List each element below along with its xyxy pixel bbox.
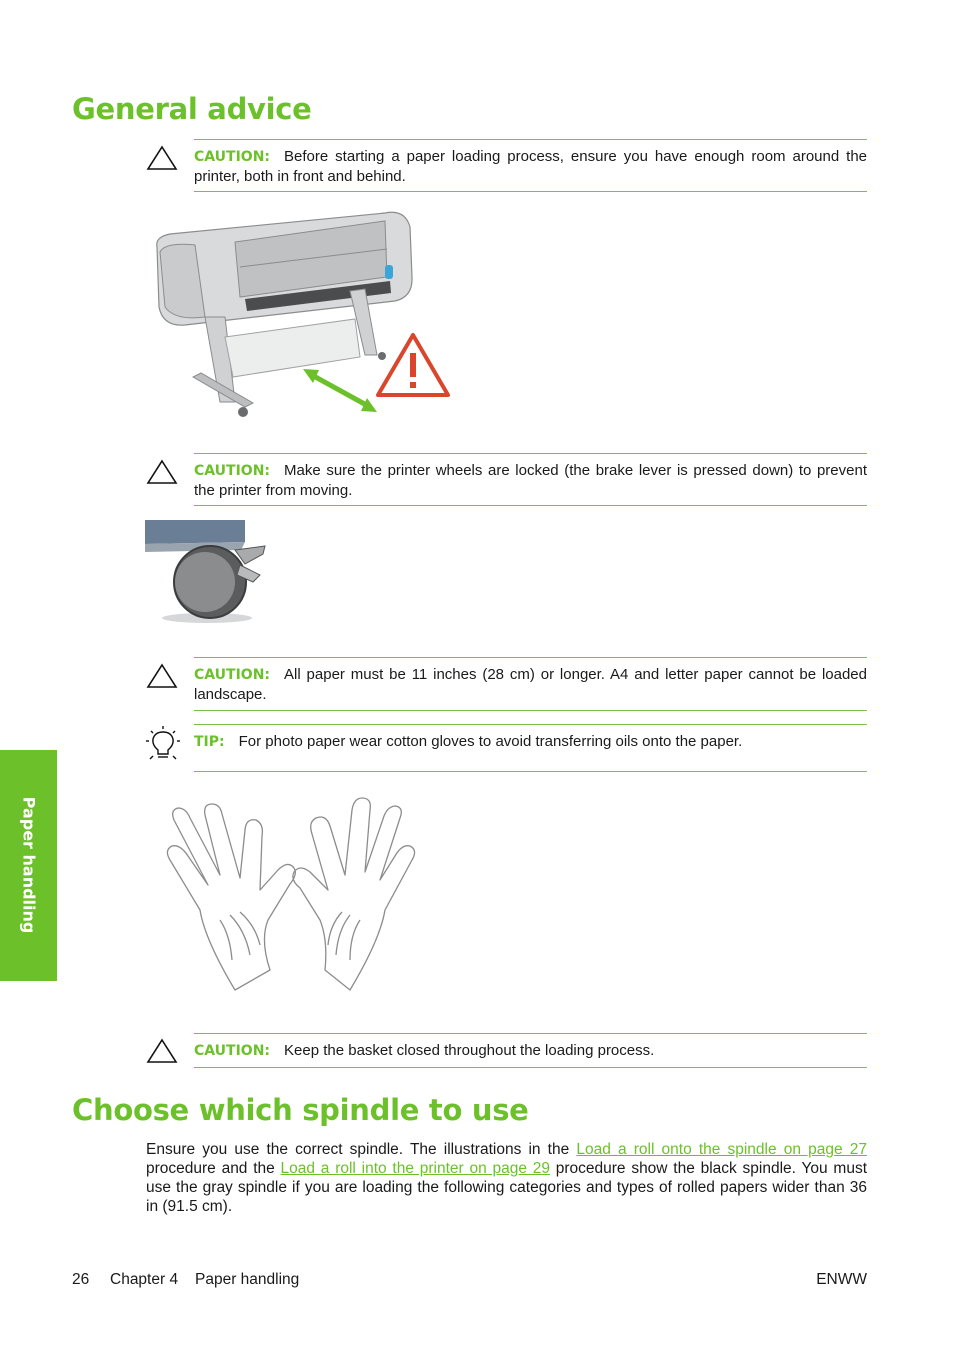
- footer-chapter: Chapter 4: [110, 1271, 179, 1288]
- printer-illustration: [145, 207, 455, 422]
- notice-label: TIP:: [194, 734, 225, 750]
- notice-label: CAUTION:: [194, 1043, 271, 1059]
- section-title-general-advice: General advice: [72, 92, 312, 126]
- spindle-paragraph: [146, 1140, 867, 1216]
- paragraph-text: procedure show the black spindle. You must use the gray spindle if you are loading the following categories and types of rolled papers wider than 36 in (91.5 cm).: [146, 1160, 868, 1215]
- side-tab-label: Paper handling: [19, 796, 39, 934]
- wheel-brake-illustration: [145, 520, 270, 625]
- caution-notice: [194, 657, 867, 711]
- notice-text: Keep the basket closed throughout the loading process.: [284, 1042, 655, 1059]
- footer-page-number: 26: [72, 1271, 90, 1288]
- paragraph-text: procedure and the: [146, 1160, 281, 1177]
- tip-notice: [194, 724, 867, 772]
- notice-text: Before starting a paper loading process, ensure you have enough room around the printer, both in front and behind.: [194, 148, 867, 185]
- notice-text: All paper must be 11 inches (28 cm) or longer. A4 and letter paper cannot be loaded landscape.: [194, 666, 867, 703]
- footer-enww: ENWW: [816, 1271, 867, 1288]
- caution-notice: [194, 139, 867, 192]
- caution-notice: [194, 1033, 867, 1068]
- caution-triangle-icon: [146, 663, 178, 689]
- cotton-gloves-illustration: [160, 790, 425, 995]
- notice-label: CAUTION:: [194, 149, 271, 165]
- notice-text: Make sure the printer wheels are locked (the brake lever is pressed down) to prevent the printer from moving.: [194, 462, 867, 499]
- notice-label: CAUTION:: [194, 667, 271, 683]
- notice-label: CAUTION:: [194, 463, 271, 479]
- caution-notice: [194, 453, 867, 506]
- section-title-choose-spindle: Choose which spindle to use: [72, 1093, 529, 1127]
- chapter-side-tab: [0, 750, 57, 981]
- caution-triangle-icon: [146, 459, 178, 485]
- footer-chapter-title: Paper handling: [195, 1271, 300, 1288]
- lightbulb-icon: [146, 726, 180, 764]
- caution-triangle-icon: [146, 1038, 178, 1064]
- link-load-roll-into-printer[interactable]: Load a roll into the printer on page 29: [280, 1160, 550, 1177]
- paragraph-text: Ensure you use the correct spindle. The illustrations in the: [146, 1141, 577, 1158]
- link-load-roll-onto-spindle[interactable]: Load a roll onto the spindle on page 27: [576, 1141, 867, 1158]
- caution-triangle-icon: [146, 145, 178, 171]
- notice-text: For photo paper wear cotton gloves to avoid transferring oils onto the paper.: [238, 733, 743, 750]
